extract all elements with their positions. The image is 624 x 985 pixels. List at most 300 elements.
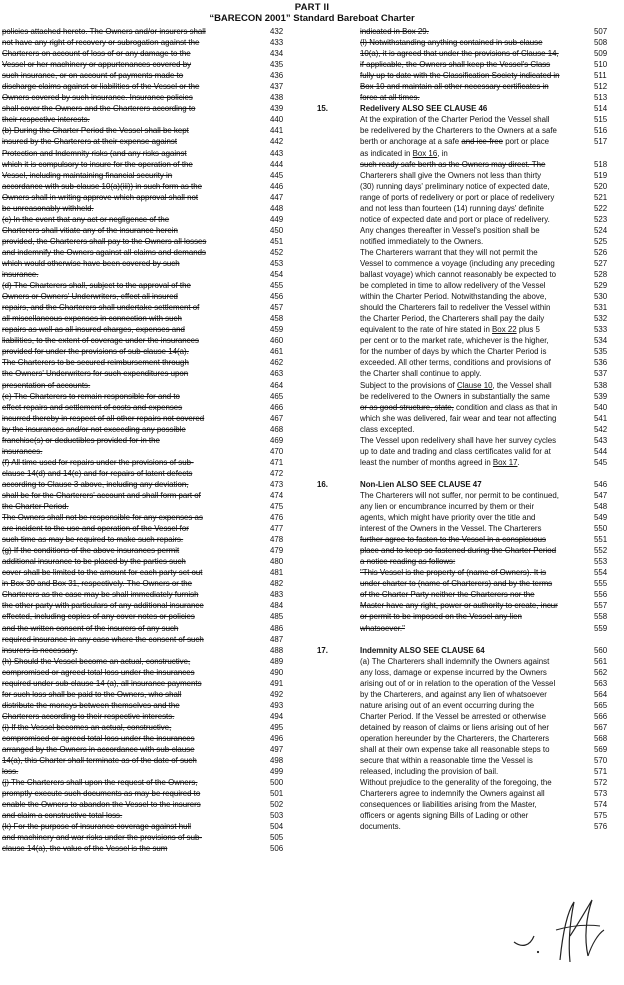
- clause-line: [314, 700, 624, 711]
- line-number: 467: [270, 413, 284, 423]
- clause-line: [2, 799, 302, 810]
- text-segment: be redelivered by the Charterers to the Owners at a safe: [360, 126, 557, 136]
- clause-line: [314, 490, 624, 501]
- line-text: [360, 280, 584, 291]
- line-number: 488: [270, 645, 284, 655]
- deleted-text: (e) The Charterers to remain responsible for and to: [2, 391, 180, 401]
- line-number: 553: [594, 557, 608, 567]
- deleted-text: additional insurance to be placed by the parties such: [2, 557, 186, 567]
- clause-line: [314, 291, 624, 302]
- line-text: [360, 755, 584, 766]
- deleted-text: force at all times.: [360, 93, 420, 103]
- deleted-text: effect repairs and settlement of costs and expenses: [2, 402, 183, 412]
- deleted-text: under charter to (name of Charterers) and by the terms: [360, 579, 553, 589]
- line-text: [360, 346, 584, 357]
- clause-line: [314, 159, 624, 170]
- clause-line: [314, 258, 624, 269]
- clause-line: [314, 26, 624, 37]
- line-text: [2, 501, 264, 512]
- text-segment: plus 5: [516, 325, 540, 335]
- deleted-text: 10(a), it is agreed that under the provisions of Clause 14,: [360, 49, 559, 59]
- line-text: [360, 777, 584, 788]
- line-text: [360, 711, 584, 722]
- deleted-text: according to Clause 3 above, including any deviation,: [2, 479, 189, 489]
- line-text: [2, 777, 264, 788]
- line-number: 526: [594, 247, 608, 257]
- line-text: [360, 700, 584, 711]
- clause-line: [314, 424, 624, 435]
- line-text: [360, 744, 584, 755]
- line-number: 530: [594, 292, 608, 302]
- deleted-text: franchise(s) or deductibles provided for in the: [2, 435, 160, 445]
- line-number: 544: [594, 446, 608, 456]
- line-number: 564: [594, 689, 608, 699]
- line-text: [2, 225, 264, 236]
- line-text: [360, 302, 584, 313]
- line-text: [2, 744, 264, 755]
- line-number: 538: [594, 380, 608, 390]
- clause-line: [2, 335, 302, 346]
- clause-line: [2, 479, 302, 490]
- deleted-text: and ice-free: [461, 137, 504, 147]
- line-text: [360, 722, 584, 733]
- deleted-text: (f) All time used for repairs under the provisions of sub-: [2, 457, 194, 467]
- line-number: 562: [594, 667, 608, 677]
- deleted-text: by the insurances and/or not exceeding any possible: [2, 424, 186, 434]
- line-number: 502: [270, 800, 284, 810]
- line-number: 491: [270, 678, 284, 688]
- line-text: [2, 711, 264, 722]
- deleted-text: (g) If the conditions of the above insurances permit: [2, 546, 180, 556]
- clause-line: [314, 236, 624, 247]
- line-number: 437: [270, 82, 284, 92]
- line-text: [360, 545, 584, 556]
- line-number: 515: [594, 115, 608, 125]
- text-segment: documents.: [360, 822, 401, 832]
- deleted-text: (c) In the event that any act or negligence of the: [2, 214, 170, 224]
- deleted-text: arranged by the Owners in accordance with sub-clause: [2, 745, 195, 755]
- line-text: [2, 92, 264, 103]
- line-text: [360, 645, 584, 656]
- text-segment: within the Charter Period. Notwithstanding the above,: [360, 292, 547, 302]
- line-text: [2, 645, 264, 656]
- line-number: 440: [270, 115, 284, 125]
- line-number: 471: [270, 457, 284, 467]
- clause-line: [314, 766, 624, 777]
- line-number: 523: [594, 214, 608, 224]
- line-text: [2, 479, 264, 490]
- clause-line: [314, 645, 624, 656]
- line-text: [360, 435, 584, 446]
- line-text: [2, 114, 264, 125]
- line-number: 519: [594, 170, 608, 180]
- clause-line: [314, 269, 624, 280]
- line-number: 522: [594, 203, 608, 213]
- line-number: 518: [594, 159, 608, 169]
- line-number: 447: [270, 192, 284, 202]
- line-number: 552: [594, 546, 608, 556]
- clause-line: [314, 589, 624, 600]
- line-text: [2, 523, 264, 534]
- text-segment: which she was delivered, fair wear and tear not affecting: [360, 413, 557, 423]
- text-segment: notified immediately to the Owners.: [360, 236, 484, 246]
- line-text: [360, 324, 584, 335]
- clause-line: [314, 313, 624, 324]
- clause-line: [2, 711, 302, 722]
- clause-line: [314, 324, 624, 335]
- line-number: 524: [594, 225, 608, 235]
- deleted-text: required under sub-clause 14 (a), all insurance payments: [2, 678, 202, 688]
- line-text: [360, 26, 584, 37]
- deleted-text: (i) If the Vessel becomes an actual, constructive,: [2, 722, 172, 732]
- clause-line: [314, 656, 624, 667]
- clause-line: [2, 545, 302, 556]
- line-text: [2, 181, 264, 192]
- clause-line: [2, 391, 302, 402]
- clause-line: [2, 92, 302, 103]
- clause-line: [314, 611, 624, 622]
- clause-line: [314, 125, 624, 136]
- clause-line: [2, 645, 302, 656]
- clause-line: [314, 634, 624, 645]
- deleted-text: discharge claims against or liabilities of the Vessel or the: [2, 82, 200, 92]
- line-number: 537: [594, 369, 608, 379]
- clause-line: [2, 623, 302, 634]
- clause-line: [2, 678, 302, 689]
- text-segment: berth or anchorage at a safe: [360, 137, 462, 147]
- text-segment: for the number of days by which the Charter Period is: [360, 347, 547, 357]
- line-text: [2, 700, 264, 711]
- line-number: 568: [594, 734, 608, 743]
- line-text: [2, 59, 264, 70]
- line-number: 464: [270, 380, 284, 390]
- line-text: [360, 236, 584, 247]
- line-text: [2, 269, 264, 280]
- line-text: [360, 59, 584, 70]
- clause-line: [314, 446, 624, 457]
- clause-line: [2, 424, 302, 435]
- line-text: [360, 291, 584, 302]
- clause-line: [314, 534, 624, 545]
- deleted-text: clause 14(d) and 14(e) and for repairs of latent defects: [2, 468, 193, 478]
- line-number: 451: [270, 236, 284, 246]
- line-text: [360, 623, 584, 634]
- line-number: 509: [594, 49, 608, 59]
- signature-initials: [500, 896, 618, 968]
- clause-line: [2, 368, 302, 379]
- line-number: 438: [270, 93, 284, 103]
- clause-line: [2, 59, 302, 70]
- line-number: 505: [270, 833, 284, 843]
- deleted-text: or permit to be imposed on the Vessel any lien: [360, 612, 522, 622]
- deleted-text: insurances.: [2, 446, 43, 456]
- clause-line: [2, 667, 302, 678]
- deleted-text: Charterers shall vitiate any of the insurance herein: [2, 225, 178, 235]
- line-number: 517: [594, 137, 608, 147]
- line-number: 462: [270, 358, 284, 368]
- deleted-text: Charterers according to their respective interests.: [2, 711, 175, 721]
- clause-line: [2, 634, 302, 645]
- line-text: [360, 247, 584, 258]
- section-heading: Indemnity ALSO SEE CLAUSE 64: [360, 645, 485, 655]
- deleted-text: fully up to date with the Classification Society indicated in: [360, 71, 560, 81]
- line-number: 461: [270, 347, 284, 357]
- line-text: [360, 600, 584, 611]
- deleted-text: compromised or agreed total loss under the insurances: [2, 667, 195, 677]
- clause-line: [314, 357, 624, 368]
- clause-line: [314, 280, 624, 291]
- deleted-text: Box 10 and maintain all other necessary certificates in: [360, 82, 549, 92]
- clause-line: [314, 457, 624, 468]
- line-number: 475: [270, 502, 284, 512]
- line-number: 465: [270, 391, 284, 401]
- clause-line: [314, 37, 624, 48]
- text-segment: be completed in time to allow redelivery of the Vessel: [360, 281, 546, 291]
- line-number: 567: [594, 722, 608, 732]
- line-text: [2, 247, 264, 258]
- line-text: [2, 755, 264, 766]
- line-number: 561: [594, 656, 608, 666]
- text-segment: officers or agents signing Bills of Lading or other: [360, 811, 529, 821]
- line-number: 556: [594, 590, 608, 600]
- line-number: 539: [594, 391, 608, 401]
- text-segment: The Vessel upon redelivery shall have her survey cycles: [360, 435, 557, 445]
- line-text: [2, 468, 264, 479]
- line-text: [360, 391, 584, 402]
- section-heading: Redelivery ALSO SEE CLAUSE 46: [360, 104, 488, 114]
- clause-line: [314, 733, 624, 744]
- text-segment: port or place: [503, 137, 550, 147]
- deleted-text: which would otherwise have been covered by such: [2, 258, 180, 268]
- deleted-text: Charterers on account of loss of or any damage to the: [2, 49, 191, 59]
- line-number: 474: [270, 490, 284, 500]
- line-number: 434: [270, 49, 284, 59]
- clause-line: [2, 435, 302, 446]
- line-number: 470: [270, 446, 284, 456]
- section-number: 17.: [317, 645, 328, 655]
- text-segment: exceeded. All other terms, conditions and provisions of: [360, 358, 551, 368]
- clause-line: [314, 391, 624, 402]
- clause-line: [2, 777, 302, 788]
- line-number: 549: [594, 513, 608, 523]
- clause-line: [2, 192, 302, 203]
- line-text: [2, 424, 264, 435]
- clause-line: [314, 545, 624, 556]
- line-number: 486: [270, 623, 284, 633]
- line-text: [2, 125, 264, 136]
- line-text: [360, 490, 584, 501]
- deleted-text: (l) Notwithstanding anything contained in sub-clause: [360, 38, 543, 48]
- line-text: [360, 788, 584, 799]
- line-text: [360, 258, 584, 269]
- line-text: [2, 136, 264, 147]
- line-number: 547: [594, 490, 608, 500]
- deleted-text: (d) The Charterers shall, subject to the approval of the: [2, 281, 191, 291]
- clause-line: [2, 512, 302, 523]
- deleted-text: indicated in Box 29.: [360, 27, 429, 36]
- deleted-text: compromised or agreed total loss under the insurances: [2, 734, 195, 743]
- section-number: 16.: [317, 479, 328, 489]
- line-number: 528: [594, 270, 608, 280]
- deleted-text: enable the Owners to abandon the Vessel to the insurers: [2, 800, 201, 810]
- text-segment: the Charter Period, the Charterers shall pay the daily: [360, 314, 545, 324]
- deleted-text: 14(a), this Charter shall terminate as of the date of such: [2, 756, 197, 766]
- line-number: 466: [270, 402, 284, 412]
- line-text: [2, 623, 264, 634]
- clause-line: [2, 114, 302, 125]
- line-number: 536: [594, 358, 608, 368]
- line-number: 541: [594, 413, 608, 423]
- line-number: 448: [270, 203, 284, 213]
- line-text: [2, 413, 264, 424]
- deleted-text: shall cover the Owners and the Charterers according to: [2, 104, 196, 114]
- clause-line: [2, 656, 302, 667]
- line-text: [2, 346, 264, 357]
- clause-line: [2, 402, 302, 413]
- text-segment: ballast voyage) which cannot reasonably be expected to: [360, 270, 557, 280]
- line-number: 452: [270, 247, 284, 257]
- deleted-text: insurance.: [2, 270, 39, 280]
- line-text: [2, 391, 264, 402]
- clause-line: [314, 302, 624, 313]
- line-text: [2, 667, 264, 678]
- clause-line: [314, 70, 624, 81]
- clause-line: [2, 556, 302, 567]
- line-text: [2, 70, 264, 81]
- line-text: [2, 490, 264, 501]
- line-text: [2, 611, 264, 622]
- line-number: 571: [594, 767, 608, 777]
- deleted-text: if applicable, the Owners shall keep the Vessel's Class: [360, 60, 551, 70]
- line-text: [360, 501, 584, 512]
- line-number: 481: [270, 568, 284, 578]
- line-number: 460: [270, 336, 284, 346]
- clause-line: [314, 512, 624, 523]
- clause-line: [2, 755, 302, 766]
- line-text: [2, 380, 264, 391]
- clause-line: [314, 380, 624, 391]
- line-text: [360, 380, 584, 391]
- clause-line: [314, 788, 624, 799]
- text-segment: nature arising out of an event occurring during the: [360, 700, 535, 710]
- line-text: [360, 523, 584, 534]
- line-number: 534: [594, 336, 608, 346]
- line-text: [360, 667, 584, 678]
- clause-line: [2, 611, 302, 622]
- line-number: 442: [270, 137, 284, 147]
- line-text: [360, 678, 584, 689]
- text-segment: the Charter shall continue to apply.: [360, 369, 482, 379]
- line-text: [2, 788, 264, 799]
- line-text: [2, 799, 264, 810]
- document-title: “BARECON 2001” Standard Bareboat Charter: [209, 13, 415, 24]
- line-number: 457: [270, 303, 284, 313]
- line-number: 557: [594, 601, 608, 611]
- line-text: [360, 81, 584, 92]
- deleted-text: not have any right of recovery or subrogation against the: [2, 38, 200, 48]
- text-segment: interest of the Owners in the Vessel. The Charterers: [360, 524, 542, 534]
- clause-line: [2, 810, 302, 821]
- text-segment: Subject to the provisions of: [360, 380, 457, 390]
- line-number: 531: [594, 303, 608, 313]
- clause-line: [314, 402, 624, 413]
- text-segment: notice of expected date and port or place of redelivery.: [360, 214, 550, 224]
- line-number: 520: [594, 181, 608, 191]
- line-text: [360, 512, 584, 523]
- line-number: 501: [270, 789, 284, 799]
- line-text: [2, 446, 264, 457]
- clause-line: [2, 700, 302, 711]
- line-text: [360, 214, 584, 225]
- line-text: [2, 534, 264, 545]
- clause-line: [314, 556, 624, 567]
- line-number: 575: [594, 811, 608, 821]
- line-number: 490: [270, 667, 284, 677]
- clause-line: [2, 766, 302, 777]
- line-text: [2, 556, 264, 567]
- clause-line: [2, 70, 302, 81]
- deleted-text: place and to keep so fastened during the Charter Period: [360, 546, 557, 556]
- text-segment: .: [517, 457, 520, 467]
- line-number: 476: [270, 513, 284, 523]
- line-number: 529: [594, 281, 608, 291]
- right-column: [314, 26, 624, 832]
- clause-line: [2, 26, 302, 37]
- text-segment: Any changes thereafter in Vessel's position shall be: [360, 225, 540, 235]
- clause-line: [314, 136, 624, 147]
- line-text: [2, 678, 264, 689]
- clause-line: [2, 733, 302, 744]
- clause-line: [314, 578, 624, 589]
- clause-line: [2, 214, 302, 225]
- line-text: [2, 324, 264, 335]
- line-text: [360, 733, 584, 744]
- line-number: 570: [594, 756, 608, 766]
- line-number: 495: [270, 722, 284, 732]
- line-number: 463: [270, 369, 284, 379]
- text-segment: up to date and trading and class certificates valid for at: [360, 446, 551, 456]
- line-number: 540: [594, 402, 608, 412]
- line-number: 496: [270, 734, 284, 743]
- line-text: [2, 291, 264, 302]
- line-text: [2, 435, 264, 446]
- line-text: [2, 733, 264, 744]
- deleted-text: repairs as well as all insured charges, expenses and: [2, 325, 185, 335]
- text-segment: , in: [437, 148, 448, 158]
- line-text: [360, 446, 584, 457]
- line-number: 546: [594, 479, 608, 489]
- line-number: 468: [270, 424, 284, 434]
- clause-line: [2, 313, 302, 324]
- line-number: 565: [594, 700, 608, 710]
- deleted-text: (h) Should the Vessel become an actual, constructive,: [2, 656, 191, 666]
- line-number: 446: [270, 181, 284, 191]
- line-number: 503: [270, 811, 284, 821]
- deleted-text: the Owners' Underwriters for such expenditures upon: [2, 369, 189, 379]
- text-segment: Vessel to commence a voyage (including any preceding: [360, 258, 555, 268]
- line-number: 478: [270, 535, 284, 545]
- clause-line: [2, 380, 302, 391]
- deleted-text: (b) During the Charter Period the Vessel shall be kept: [2, 126, 189, 136]
- line-text: [2, 689, 264, 700]
- clause-line: [2, 324, 302, 335]
- clause-line: [2, 468, 302, 479]
- text-segment: , the Vessel shall: [492, 380, 552, 390]
- line-text: [2, 545, 264, 556]
- line-number: 532: [594, 314, 608, 324]
- clause-line: [2, 589, 302, 600]
- line-text: [360, 225, 584, 236]
